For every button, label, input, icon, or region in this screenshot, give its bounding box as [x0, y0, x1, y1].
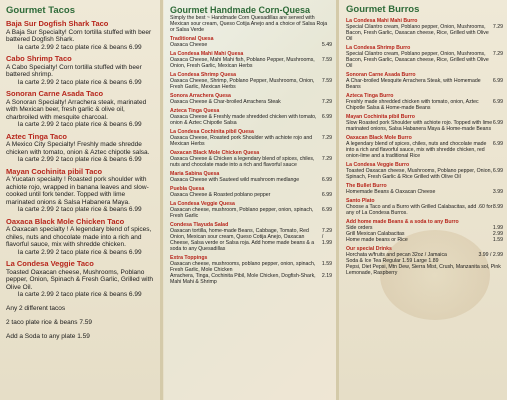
- item-name: Traditional Quesa: [170, 36, 214, 42]
- item-name: Condesa Tlayuda Salad: [170, 222, 229, 228]
- item-desc: Oaxaca Cheese & Char-broiled Arrachera Steak: [170, 99, 281, 105]
- item-row: [346, 99, 503, 111]
- column-divider: [160, 0, 163, 400]
- item-row: [346, 168, 503, 180]
- burro-item: [346, 114, 503, 132]
- item-price: 1.99: [492, 225, 503, 231]
- item-row: [170, 57, 332, 69]
- item-name: Santo Plato: [346, 198, 375, 204]
- item-row: [170, 99, 332, 105]
- item-desc: Special Cilantro cream, Poblano pepper, Onion, Mushrooms, Bacon, Fresh Garlic, Oaxacan cheese, Rice, Grilled with Olive Oil: [346, 51, 489, 69]
- burro-item: [346, 198, 503, 216]
- quesa-column: [164, 0, 336, 400]
- quesa-item: [170, 222, 332, 252]
- item-price: 7.59: [321, 57, 332, 63]
- item-row: [170, 228, 332, 252]
- item-price: 1.59: [492, 237, 503, 243]
- item-price: 6.99: [492, 168, 503, 174]
- quesa-item: [170, 93, 332, 105]
- quesa-item: [170, 171, 332, 183]
- item-name: Extra Toppings: [170, 255, 208, 261]
- burro-item: [346, 72, 503, 90]
- burros-column: [340, 0, 507, 400]
- item-desc: Grill Mexican Calabacitas: [346, 231, 405, 237]
- item-row: [346, 237, 503, 243]
- item-name: La Condesa Shrimp Burro: [346, 45, 411, 51]
- item-price: 7.29: [321, 99, 332, 105]
- burro-item: [346, 45, 503, 69]
- burro-item: [346, 18, 503, 42]
- item-price: 5.49: [321, 42, 332, 48]
- item-name: La Condesa Veggie Burro: [346, 162, 410, 168]
- taco-item: [6, 133, 155, 164]
- item-row: [346, 78, 503, 90]
- item-name: Oaxacan Black Mole Burro: [346, 135, 412, 141]
- item-name: Sonoran Carne Asada Taco: [6, 89, 104, 98]
- item-desc: Toasted Oaxacan cheese, Mushrooms, Poblano pepper, Onion, Spinach, Fresh Garlic & Rice Grilled with Olive Oil: [346, 168, 492, 180]
- item-desc: Oaxaca Cheese & Freshly made shredded chicken with tomato, onion & Aztec Chipotle Salsa: [170, 114, 317, 126]
- item-row: [346, 51, 503, 69]
- item-desc: A Cabo Specialty! Corn tortilla stuffed with beer battered shrimp.: [6, 63, 142, 78]
- item-price: 2.19: [321, 273, 332, 279]
- item-price: 6.99: [321, 177, 332, 183]
- item-desc: Oaxaca Cheese, Roasted pork Shoulder with achiote rojo and Mexican Herbs: [170, 135, 313, 147]
- burro-item: [346, 93, 503, 111]
- taco-item: [6, 260, 155, 299]
- item-name: La Condesa Veggie Quesa: [170, 201, 235, 207]
- burro-item: [346, 237, 503, 243]
- burro-item: [346, 162, 503, 180]
- item-name: La Condesa Shrimp Quesa: [170, 72, 237, 78]
- taco-item: [6, 20, 155, 51]
- item-price: 3.99: [492, 189, 503, 195]
- item-price: la carte 2.99 2 taco plate rice & beans 6.99: [18, 43, 142, 51]
- taco-item: [6, 168, 155, 214]
- item-price: 3.99 / 2.99: [478, 252, 503, 258]
- quesa-item: [170, 36, 332, 48]
- item-desc: A Baja Sur Specialty! Corn tortilla stuffed with beer battered Dogfish Shark.: [6, 28, 152, 43]
- item-name: Azteca Tinga Quesa: [170, 108, 220, 114]
- item-name: Mayan Cochinita pibil Burro: [346, 114, 415, 120]
- tacos-note: 2 taco plate rice & beans 7.59: [6, 318, 93, 326]
- item-row: [170, 114, 332, 126]
- item-row: [346, 120, 503, 132]
- quesa-item: [170, 201, 332, 219]
- item-name: Oaxacan Black Mole Chicken Quesa: [170, 150, 260, 156]
- item-desc: Pepsi, Diet Pepsi, Mtn Dew, Sierra Mist, Crush, Manzanita sol, Pink Lemonade, Raspberry: [346, 264, 501, 276]
- item-name: La Condesa Veggie Taco: [6, 259, 94, 268]
- item-price: 6.99: [321, 207, 332, 213]
- item-desc: Special Cilantro cream, Poblano pepper, Onion, Mushrooms, Bacon, Fresh Garlic, Oaxacan cheese, Rice, Grilled with Olive Oil: [346, 24, 489, 42]
- taco-item: [6, 55, 155, 86]
- item-row: [346, 204, 503, 216]
- item-price: 6.99: [321, 192, 332, 198]
- item-desc: Oaxaca Cheese & Chicken a legendary blend of spices, chiles, nuts and chocolate made into a rich and flavorful sauce: [170, 156, 315, 168]
- item-desc: Oaxaca Cheese & Roasted poblano pepper: [170, 192, 271, 198]
- item-name: La Condesa Mahi Mahi Quesa: [170, 51, 244, 57]
- item-name: Sonoran Carne Asada Burro: [346, 72, 416, 78]
- item-price: 2.99: [492, 231, 503, 237]
- quesa-item: [170, 186, 332, 198]
- item-price: 6.99: [492, 99, 503, 105]
- quesa-item: [170, 108, 332, 126]
- burro-item: [346, 219, 503, 231]
- item-price: 8.99: [492, 204, 503, 210]
- item-desc: Oaxacan tortilla, home-made Beans, Cabbage, Tomato, Red Onion, Mexican sour cream, Queso Cotija Anejo, Oaxacan Cheese, Salsa verde or Salsa roja. Add home made beans & a soda to any Quesadillas: [170, 228, 315, 252]
- item-name: Sonora Arrachera Quesa: [170, 93, 231, 99]
- taco-item: [6, 218, 155, 257]
- item-desc: Homemade Beans & Oaxacan Cheese: [346, 189, 436, 195]
- burro-item: [346, 183, 503, 195]
- item-price: la carte 2.99 2 taco plate rice & beans 6.99: [18, 121, 142, 128]
- item-price: la carte 2.99 2 taco plate rice & beans 6.99: [18, 78, 142, 86]
- item-price: la carte 2.99 2 taco plate rice & beans 6.99: [18, 248, 142, 256]
- item-desc: Home made beans or Rice: [346, 237, 408, 243]
- burro-item: [346, 135, 503, 159]
- item-desc: Freshly made shredded chicken with tomato, onion, Aztec Chipotle Salsa & Home-made Beans: [346, 99, 479, 111]
- burro-item: [346, 246, 503, 258]
- item-price: 7.29: [492, 51, 503, 57]
- quesa-intro: Simply the best ~ Handmade Corn Quesadillas are served with Mexican sour cream, Queso Cotija Anejo and a choice of Salsa Roja or Salsa Verde: [170, 15, 328, 33]
- item-desc: Oaxacan cheese, mushroom, Poblano pepper, onion, spinach, Fresh Garlic: [170, 207, 314, 219]
- item-price: 6.99: [492, 120, 503, 126]
- item-name: Aztec Tinga Taco: [6, 131, 67, 141]
- item-price: 7.29: [321, 156, 332, 162]
- item-row: [170, 156, 332, 168]
- item-desc: Arrachera, Tinga, Cochinita Pibil, Mole Chicken, Dogfish-Shark, Mahi Mahi & Shrimp: [170, 273, 316, 285]
- item-name: La Condesa Mahi Mahi Burro: [346, 18, 418, 24]
- burros-title: Gourmet Burros: [346, 4, 420, 15]
- quesa-item: [170, 273, 332, 285]
- item-desc: A Mexico City Specialty! Freshly made shredde chicken with tomato, onion & Aztec chipotle salsa.: [6, 141, 150, 156]
- item-row: [346, 141, 503, 159]
- item-name: Baja Sur Dogfish Shark Taco: [6, 19, 109, 28]
- item-row: [170, 42, 332, 48]
- item-name: Cabo Shrimp Taco: [6, 54, 72, 63]
- burro-item: [346, 264, 503, 276]
- item-name: Mayan Cochinita pibil Taco: [6, 166, 103, 176]
- item-row: [346, 189, 503, 195]
- quesa-item: [170, 51, 332, 69]
- item-desc: A legendary blend of spices, chiles, nuts and chocolate made into a rich and flavorful sauce, mix with shredde chicken, red onion-lime and a traditional Rice: [346, 141, 487, 159]
- item-desc: Oaxaca Cheese, Shrimp, Poblano Pepper, Mushrooms, Onion, Fresh Garlic, Mexican Herbs: [170, 78, 315, 90]
- column-divider: [336, 0, 339, 400]
- item-name: Our special Drinks: [346, 246, 392, 252]
- item-desc: Horchata w/fruits and pecan 32oz / Jamaica: [346, 252, 447, 258]
- item-desc: Toasted Oaxacan cheese, Mushrooms, Poblano pepper, Onion, Spinach & Fresh Garlic, Grilled with Olive Oil.: [6, 268, 154, 291]
- item-row: [170, 273, 332, 285]
- quesa-item: [170, 72, 332, 90]
- item-desc: Choose a Taco and a Burro with Grilled Calabacitas, add .60 for any of La Condesa Burros.: [346, 204, 493, 216]
- item-name: The Bullet Burro: [346, 183, 387, 189]
- item-desc: Side orders: [346, 225, 373, 231]
- tacos-note: Any 2 different tacos: [6, 304, 66, 312]
- item-price: 6.99: [492, 78, 503, 84]
- tacos-column: [0, 0, 160, 400]
- item-desc: A Yucatan specialty ! Roasted pork shoulder with achiote rojo, wrapped in banana leaves and slow-cooked until fork tender. Topped with lime marinated onions & Salsa Habanera Maya.: [6, 176, 149, 206]
- item-price: 1.59: [321, 261, 332, 267]
- item-desc: A Sonoran Specialty! Arrachera steak, marinated with Mexican beer, fresh garlic & olive oil, charbroiled with mesquite charcoal.: [6, 98, 147, 121]
- tacos-title: Gourmet Tacos: [6, 5, 75, 16]
- item-desc: Oaxaca Cheese: [170, 42, 208, 48]
- item-row: [170, 207, 332, 219]
- item-price: 7.29: [321, 135, 332, 141]
- taco-item: [6, 90, 155, 129]
- item-row: [346, 24, 503, 42]
- item-desc: Soda & Ice Tea Regular 1.59 Large 1.89: [346, 258, 439, 264]
- item-row: [170, 192, 332, 198]
- item-price: la carte 2.99 2 taco plate rice & beans 6.99: [18, 291, 142, 298]
- item-desc: Oaxaca Cheese with Sauteed wild mushroom medlange: [170, 177, 300, 183]
- item-desc: A Oaxacan specialty ! A legendary blend of spices, chiles, nuts and chocolate made into a rich and flavorful sauce, mix with shredde chicken.: [6, 226, 152, 248]
- quesa-item: [170, 129, 332, 147]
- item-name: Maria Sabina Quesa: [170, 171, 220, 177]
- item-price: la carte 2.99 2 taco plate rice & beans 6.99: [18, 206, 142, 213]
- item-desc: Slow Roasted pork Shoulder with achiote rojo. Topped with lime marinated onions, Salsa Habanera Maya & Home-made Beans: [346, 120, 493, 132]
- item-name: Add home made Beans & a soda to any Burro: [346, 219, 459, 225]
- item-desc: Oaxacan cheese, mushrooms, poblano pepper, onion, spinach, Fresh Garlic, Mole Chicken: [170, 261, 316, 273]
- quesa-item: [170, 255, 332, 273]
- item-desc: A Char-broiled Mesquite Arrachera Steak, with Homemade Beans: [346, 78, 481, 90]
- item-name: Puebla Quesa: [170, 186, 205, 192]
- quesa-title: Gourmet Handmade Corn-Quesa: [170, 5, 311, 15]
- item-price: 7.29 / 1.99: [321, 228, 332, 246]
- item-row: [346, 264, 503, 276]
- item-name: Oaxaca Black Mole Chicken Taco: [6, 216, 125, 226]
- item-row: [170, 261, 332, 273]
- tacos-note: Add a Soda to any plate 1.59: [6, 332, 90, 340]
- item-row: [170, 78, 332, 90]
- item-price: la carte 2.99 2 taco plate rice & beans 6.99: [18, 156, 142, 163]
- quesa-item: [170, 150, 332, 168]
- item-price: 7.29: [492, 24, 503, 30]
- item-row: [170, 135, 332, 147]
- item-price: 6.99: [321, 114, 332, 120]
- item-desc: Oaxaca Cheese, Mahi Mahi fish, Poblano Pepper, Mushrooms, Onion, Fresh Garlic, Mexican Herbs: [170, 57, 315, 69]
- item-row: [170, 177, 332, 183]
- item-name: La Condesa Cochinita pibil Quesa: [170, 129, 254, 135]
- item-price: 6.99: [492, 141, 503, 147]
- item-price: 7.59: [321, 78, 332, 84]
- item-name: Azteca Tinga Burro: [346, 93, 394, 99]
